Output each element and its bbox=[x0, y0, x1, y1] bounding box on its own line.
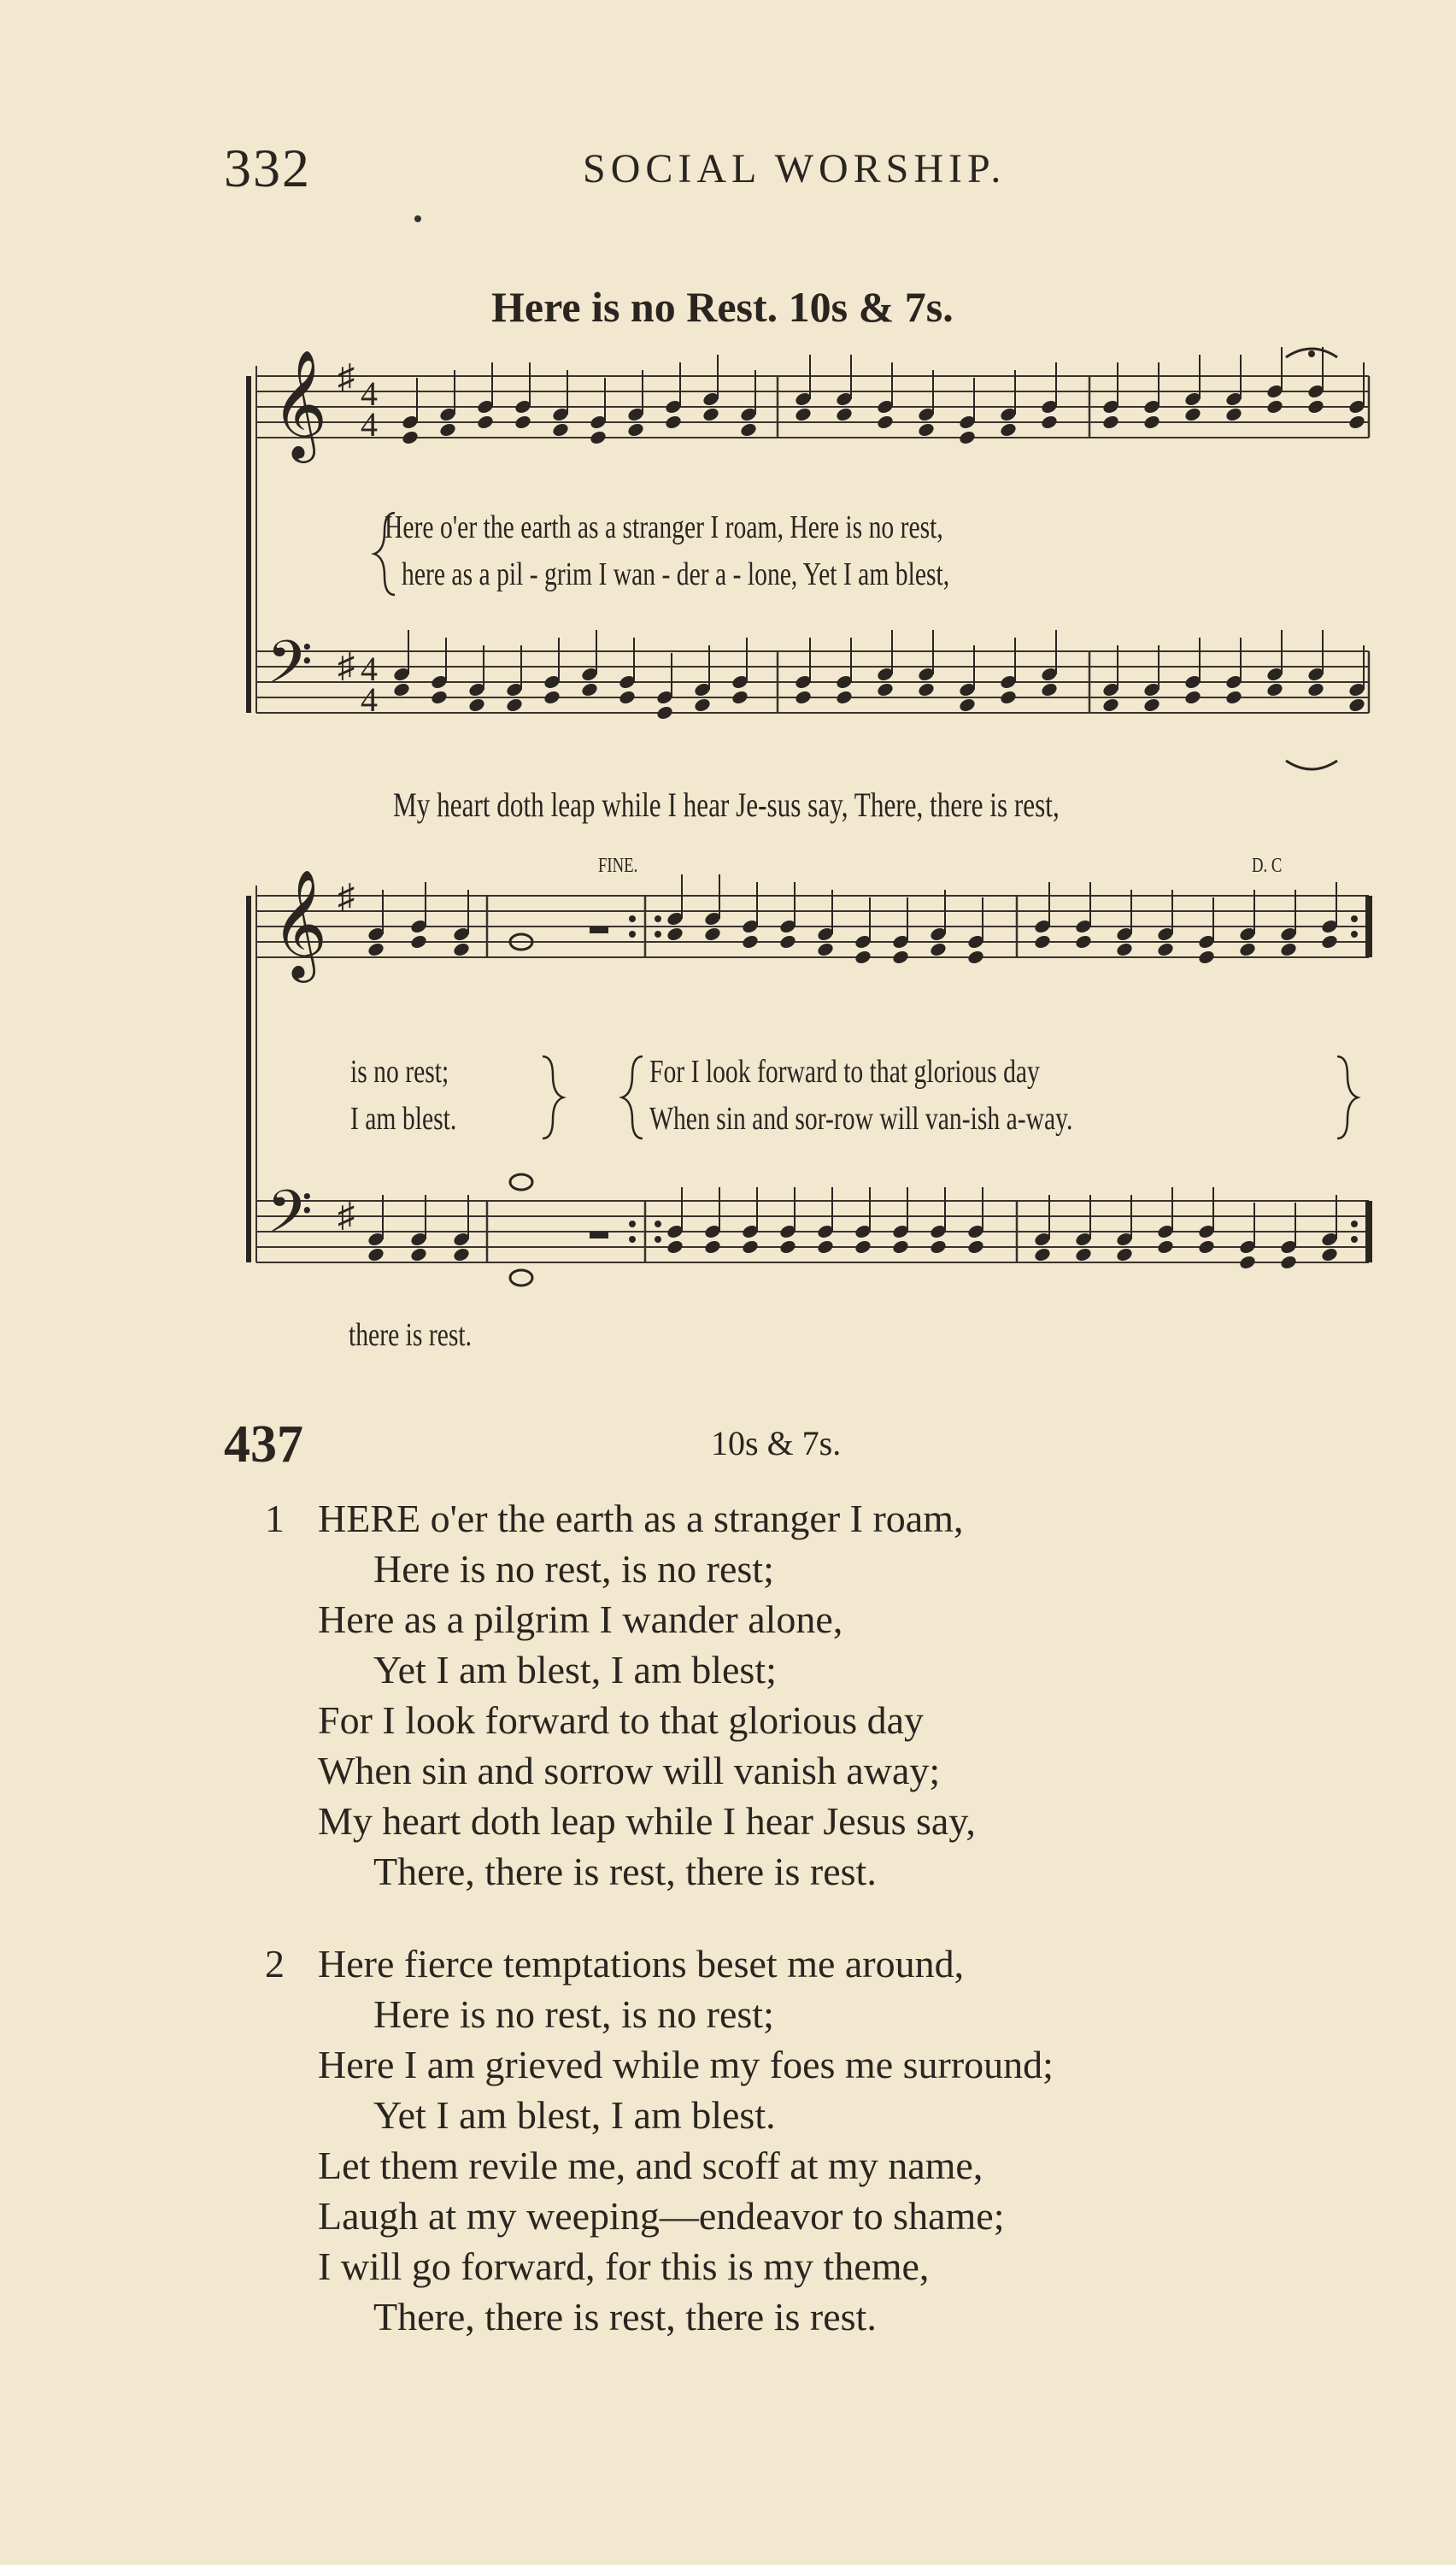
lyric-brace bbox=[543, 1056, 563, 1138]
repeat-dot bbox=[629, 931, 636, 938]
note-head bbox=[392, 681, 411, 697]
stanza-line: Yet I am blest, I am blest; bbox=[373, 1648, 777, 1691]
note-head bbox=[666, 1238, 684, 1255]
stanza-line: When sin and sorrow will vanish away; bbox=[318, 1749, 941, 1792]
repeat-dot bbox=[629, 915, 636, 922]
note-head bbox=[1074, 1246, 1093, 1262]
note-head bbox=[514, 414, 532, 430]
note-head bbox=[958, 429, 977, 445]
note-head bbox=[452, 1246, 471, 1262]
note-head bbox=[816, 1238, 835, 1255]
note-head bbox=[367, 1246, 385, 1262]
key-sharp: ♯ bbox=[338, 646, 355, 685]
lyric-end-1: is no rest; bbox=[350, 1054, 449, 1090]
lyric-line-2: here as a pil - grim I wan - der a - lone, Yet I am blest, bbox=[402, 556, 950, 592]
fine-marking: FINE. bbox=[598, 855, 638, 877]
stanza-line: For I look forward to that glorious day bbox=[318, 1698, 925, 1742]
note-head bbox=[1265, 398, 1284, 415]
repeat-dot bbox=[629, 1236, 636, 1243]
note-head bbox=[401, 429, 420, 445]
stanza-line: Here is no rest, is no rest; bbox=[373, 1547, 774, 1591]
note-head bbox=[551, 421, 570, 438]
note-head bbox=[741, 1238, 760, 1255]
note-head bbox=[891, 1238, 910, 1255]
repeat-dot bbox=[655, 915, 661, 922]
half-note bbox=[510, 1270, 532, 1285]
hymn-meter: 10s & 7s. bbox=[711, 1424, 842, 1462]
note-head bbox=[1347, 697, 1366, 713]
note-head bbox=[741, 933, 760, 950]
note-head bbox=[876, 681, 895, 697]
note-head bbox=[917, 681, 936, 697]
half-note bbox=[510, 1174, 532, 1190]
stanza-line: 2 Here fierce temptations beset me around, bbox=[265, 1938, 1054, 1989]
note-head bbox=[1238, 941, 1257, 957]
note-head bbox=[835, 689, 854, 705]
note-head bbox=[1224, 689, 1243, 705]
note-head bbox=[467, 697, 486, 713]
note-head bbox=[1142, 414, 1161, 430]
note-head bbox=[929, 1238, 948, 1255]
note-head bbox=[589, 429, 608, 445]
note-head bbox=[1306, 681, 1325, 697]
repeat-dot bbox=[1351, 931, 1358, 938]
lyric-line-bass: My heart doth leap while I hear Je-sus say, There, there is rest, bbox=[393, 785, 1060, 824]
note-head bbox=[626, 421, 645, 438]
note-head bbox=[876, 414, 895, 430]
note-head bbox=[1115, 1246, 1134, 1262]
repeat-dot bbox=[655, 1236, 661, 1243]
repeat-dot bbox=[655, 931, 661, 938]
stanza-line: There, there is rest, there is rest. bbox=[373, 1850, 877, 1893]
stanza-line: My heart doth leap while I hear Jesus say, bbox=[318, 1799, 976, 1843]
note-head bbox=[666, 926, 684, 942]
half-rest bbox=[590, 927, 608, 933]
note-head bbox=[452, 941, 471, 957]
time-sig-bottom: 4 bbox=[361, 680, 378, 719]
note-head bbox=[618, 689, 637, 705]
treble-clef: 𝄞 bbox=[272, 872, 328, 976]
note-head bbox=[917, 421, 936, 438]
note-head bbox=[1197, 1238, 1216, 1255]
note-head bbox=[1033, 933, 1052, 950]
note-head bbox=[731, 689, 749, 705]
stanza-line: Here is no rest, is no rest; bbox=[373, 1992, 774, 2036]
note-head bbox=[1156, 1238, 1175, 1255]
stanza-line: I will go forward, for this is my theme, bbox=[318, 2244, 930, 2288]
note-head bbox=[580, 681, 599, 697]
dc-marking: D. C bbox=[1252, 855, 1283, 877]
note-head bbox=[438, 421, 457, 438]
note-head bbox=[1115, 941, 1134, 957]
time-sig-top: 4 bbox=[361, 650, 378, 688]
note-head bbox=[835, 406, 854, 422]
note-head bbox=[999, 689, 1018, 705]
note-head bbox=[1101, 414, 1120, 430]
note-head bbox=[1279, 941, 1298, 957]
note-head bbox=[739, 421, 758, 438]
running-title: SOCIAL WORSHIP. bbox=[583, 146, 1007, 191]
lyric-end-bass: there is rest. bbox=[349, 1317, 473, 1353]
note-head bbox=[1033, 1246, 1052, 1262]
note-head bbox=[1040, 414, 1059, 430]
fermata bbox=[1286, 761, 1337, 769]
system-brace bbox=[246, 896, 251, 1262]
time-sig-bottom: 4 bbox=[361, 405, 378, 444]
half-rest bbox=[590, 1232, 608, 1238]
note-head bbox=[367, 941, 385, 957]
lyric-line-1: Here o'er the earth as a stranger I roam, Here is no rest, bbox=[385, 509, 943, 545]
note-head bbox=[543, 689, 561, 705]
note-head bbox=[794, 689, 813, 705]
hymn-number: 437 bbox=[224, 1415, 303, 1474]
time-sig-top: 4 bbox=[361, 374, 378, 413]
system-brace bbox=[246, 376, 251, 713]
note-head bbox=[854, 1238, 872, 1255]
note-head bbox=[1279, 1254, 1298, 1270]
repeat-dot bbox=[1351, 1221, 1358, 1227]
note-head bbox=[1101, 697, 1120, 713]
note-head bbox=[1197, 949, 1216, 965]
key-sharp: ♯ bbox=[338, 357, 355, 396]
lyric-brace bbox=[1337, 1056, 1358, 1138]
lyric-chorus-2: When sin and sor-row will van-ish a-way. bbox=[649, 1101, 1073, 1137]
stanza-1 bbox=[265, 1493, 976, 1897]
note-head bbox=[1347, 414, 1366, 430]
tune-title: Here is no Rest. 10s & 7s. bbox=[491, 283, 954, 331]
repeat-dot bbox=[1351, 1236, 1358, 1243]
note-head bbox=[778, 933, 797, 950]
note-head bbox=[1306, 398, 1325, 415]
stanza-2 bbox=[265, 1938, 1054, 2342]
page-number: 332 bbox=[224, 138, 311, 198]
note-head bbox=[966, 949, 985, 965]
note-head bbox=[703, 926, 722, 942]
note-head bbox=[929, 941, 948, 957]
lyric-chorus-1: For I look forward to that glorious day bbox=[649, 1054, 1040, 1090]
note-head bbox=[1142, 697, 1161, 713]
note-head bbox=[655, 704, 674, 721]
stanza-number: 1 bbox=[265, 1497, 285, 1540]
lyric-brace bbox=[622, 1056, 643, 1138]
note-head bbox=[794, 406, 813, 422]
note-head bbox=[505, 697, 524, 713]
lyric-end-2: I am blest. bbox=[350, 1101, 457, 1137]
bass-clef: 𝄢 bbox=[267, 1180, 314, 1260]
note-head bbox=[1238, 1254, 1257, 1270]
note-head bbox=[664, 414, 683, 430]
note-head bbox=[958, 697, 977, 713]
note-head bbox=[693, 697, 712, 713]
note-head bbox=[854, 949, 872, 965]
note-head bbox=[430, 689, 449, 705]
stanza-line: 1 HERE o'er the earth as a stranger I roam, bbox=[265, 1493, 976, 1544]
stanza-number: 2 bbox=[265, 1942, 285, 1986]
stanza-line: Laugh at my weeping—endeavor to shame; bbox=[318, 2194, 1005, 2238]
stanza-line: There, there is rest, there is rest. bbox=[373, 2295, 877, 2339]
repeat-dot bbox=[1351, 915, 1358, 922]
note-head bbox=[1183, 689, 1202, 705]
note-head bbox=[409, 933, 428, 950]
repeat-dot bbox=[629, 1221, 636, 1227]
bass-clef: 𝄢 bbox=[267, 631, 314, 710]
note-head bbox=[891, 949, 910, 965]
note-head bbox=[816, 941, 835, 957]
final-barline bbox=[1365, 1201, 1372, 1262]
repeat-dot bbox=[655, 1221, 661, 1227]
key-sharp: ♯ bbox=[338, 877, 355, 915]
stanza-line: Here as a pilgrim I wander alone, bbox=[318, 1597, 843, 1641]
final-barline bbox=[1365, 896, 1372, 957]
note-head bbox=[703, 1238, 722, 1255]
note-head bbox=[999, 421, 1018, 438]
note-head bbox=[1320, 933, 1339, 950]
stanza-line: Here I am grieved while my foes me surround; bbox=[318, 2043, 1054, 2086]
note-head bbox=[1074, 933, 1093, 950]
note-head bbox=[1224, 406, 1243, 422]
note-head bbox=[778, 1238, 797, 1255]
note-head bbox=[1320, 1246, 1339, 1262]
note-head bbox=[409, 1246, 428, 1262]
fermata-dot bbox=[1308, 350, 1315, 357]
treble-clef: 𝄞 bbox=[272, 352, 328, 456]
note-head bbox=[1265, 681, 1284, 697]
note-head bbox=[966, 1238, 985, 1255]
note-head bbox=[702, 406, 720, 422]
stanza-line: Yet I am blest, I am blest. bbox=[373, 2093, 776, 2137]
note-head bbox=[1183, 406, 1202, 422]
note-head bbox=[1040, 681, 1059, 697]
stanza-line: Let them revile me, and scoff at my name, bbox=[318, 2144, 983, 2187]
note-head bbox=[1156, 941, 1175, 957]
note-head bbox=[476, 414, 495, 430]
key-sharp: ♯ bbox=[338, 1196, 355, 1234]
